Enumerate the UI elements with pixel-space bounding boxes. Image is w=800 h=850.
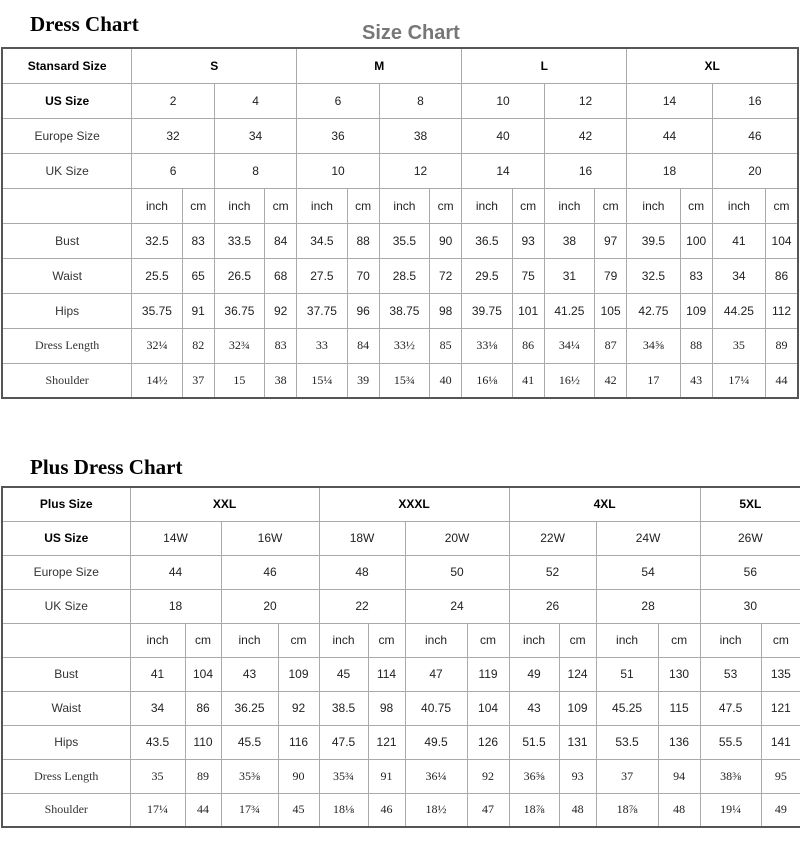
measurement-label: Waist bbox=[2, 691, 130, 725]
measurement-value: 15¼ bbox=[297, 363, 347, 398]
measurement-value: 41 bbox=[512, 363, 544, 398]
us-size-cell: 24W bbox=[596, 521, 700, 555]
unit-cell: inch bbox=[712, 188, 765, 223]
us-size-cell: 26W bbox=[700, 521, 800, 555]
measurement-value: 98 bbox=[368, 691, 405, 725]
measurement-label: Hips bbox=[2, 293, 132, 328]
measurement-value: 53 bbox=[700, 657, 761, 691]
measurement-value: 37 bbox=[182, 363, 214, 398]
unit-cell: cm bbox=[761, 623, 800, 657]
measurement-value: 35 bbox=[712, 328, 765, 363]
measurement-value: 18⅞ bbox=[596, 793, 658, 827]
measurement-label: Dress Length bbox=[2, 328, 132, 363]
uk-size-cell: 20 bbox=[712, 153, 798, 188]
unit-cell: inch bbox=[214, 188, 264, 223]
measurement-row bbox=[2, 691, 800, 725]
us-size-cell: 6 bbox=[297, 83, 379, 118]
measurement-value: 34.5 bbox=[297, 223, 347, 258]
us-size-cell: 16 bbox=[712, 83, 798, 118]
measurement-value: 42.75 bbox=[627, 293, 680, 328]
measurement-value: 112 bbox=[766, 293, 798, 328]
measurement-value: 48 bbox=[658, 793, 700, 827]
us-size-cell: 18W bbox=[319, 521, 405, 555]
measurement-value: 130 bbox=[658, 657, 700, 691]
europe-size-label: Europe Size bbox=[2, 118, 132, 153]
unit-cell: inch bbox=[130, 623, 185, 657]
measurement-value: 65 bbox=[182, 258, 214, 293]
measurement-value: 85 bbox=[430, 328, 462, 363]
europe-size-cell: 44 bbox=[130, 555, 221, 589]
size-header-cell: L bbox=[462, 48, 627, 83]
measurement-value: 93 bbox=[512, 223, 544, 258]
measurement-value: 83 bbox=[265, 328, 297, 363]
europe-size-cell: 44 bbox=[627, 118, 713, 153]
measurement-value: 119 bbox=[467, 657, 509, 691]
measurement-value: 44 bbox=[185, 793, 221, 827]
measurement-value: 36.25 bbox=[221, 691, 278, 725]
size-header-cell: XL bbox=[627, 48, 798, 83]
europe-size-cell: 36 bbox=[297, 118, 379, 153]
uk-size-cell: 30 bbox=[700, 589, 800, 623]
measurement-value: 35⅜ bbox=[221, 759, 278, 793]
us-size-cell: 8 bbox=[379, 83, 461, 118]
measurement-value: 90 bbox=[278, 759, 319, 793]
measurement-value: 92 bbox=[278, 691, 319, 725]
measurement-value: 104 bbox=[467, 691, 509, 725]
measurement-value: 38⅜ bbox=[700, 759, 761, 793]
measurement-value: 104 bbox=[766, 223, 798, 258]
measurement-value: 38 bbox=[265, 363, 297, 398]
unit-row bbox=[2, 623, 800, 657]
measurement-label: Dress Length bbox=[2, 759, 130, 793]
measurement-value: 47.5 bbox=[319, 725, 368, 759]
unit-cell: cm bbox=[347, 188, 379, 223]
europe-size-row bbox=[2, 555, 800, 589]
measurement-value: 124 bbox=[559, 657, 596, 691]
measurement-value: 88 bbox=[680, 328, 712, 363]
unit-cell: cm bbox=[680, 188, 712, 223]
measurement-value: 90 bbox=[430, 223, 462, 258]
measurement-value: 16½ bbox=[544, 363, 594, 398]
unit-row bbox=[2, 188, 798, 223]
uk-size-cell: 20 bbox=[221, 589, 319, 623]
unit-cell: cm bbox=[559, 623, 596, 657]
plus-size-table bbox=[1, 486, 800, 828]
measurement-value: 83 bbox=[680, 258, 712, 293]
measurement-value: 68 bbox=[265, 258, 297, 293]
size-header-cell: S bbox=[132, 48, 297, 83]
measurement-value: 100 bbox=[680, 223, 712, 258]
measurement-value: 25.5 bbox=[132, 258, 182, 293]
measurement-value: 109 bbox=[559, 691, 596, 725]
unit-cell: inch bbox=[544, 188, 594, 223]
measurement-value: 136 bbox=[658, 725, 700, 759]
size-header-cell: XXL bbox=[130, 487, 319, 521]
uk-size-cell: 22 bbox=[319, 589, 405, 623]
unit-cell: inch bbox=[462, 188, 512, 223]
measurement-value: 40 bbox=[430, 363, 462, 398]
unit-cell: inch bbox=[700, 623, 761, 657]
uk-size-cell: 18 bbox=[627, 153, 713, 188]
us-size-row bbox=[2, 83, 798, 118]
measurement-value: 44.25 bbox=[712, 293, 765, 328]
europe-size-cell: 32 bbox=[132, 118, 214, 153]
plus-dress-chart-title: Plus Dress Chart bbox=[30, 455, 183, 479]
measurement-value: 45 bbox=[278, 793, 319, 827]
measurement-value: 55.5 bbox=[700, 725, 761, 759]
measurement-value: 19¼ bbox=[700, 793, 761, 827]
measurement-value: 87 bbox=[595, 328, 627, 363]
measurement-value: 32.5 bbox=[132, 223, 182, 258]
measurement-value: 33 bbox=[297, 328, 347, 363]
uk-size-cell: 16 bbox=[544, 153, 627, 188]
size-header-row bbox=[2, 487, 800, 521]
measurement-value: 53.5 bbox=[596, 725, 658, 759]
us-size-cell: 20W bbox=[405, 521, 509, 555]
measurement-value: 32¾ bbox=[214, 328, 264, 363]
measurement-value: 96 bbox=[347, 293, 379, 328]
measurement-value: 45.5 bbox=[221, 725, 278, 759]
unit-cell: inch bbox=[221, 623, 278, 657]
measurement-value: 38.75 bbox=[379, 293, 429, 328]
unit-cell: inch bbox=[405, 623, 467, 657]
measurement-row bbox=[2, 725, 800, 759]
size-header-cell: M bbox=[297, 48, 462, 83]
measurement-value: 18⅛ bbox=[319, 793, 368, 827]
unit-cell: cm bbox=[185, 623, 221, 657]
measurement-value: 42 bbox=[595, 363, 627, 398]
unit-cell: cm bbox=[766, 188, 798, 223]
measurement-label: Hips bbox=[2, 725, 130, 759]
measurement-value: 37.75 bbox=[297, 293, 347, 328]
measurement-value: 35.5 bbox=[379, 223, 429, 258]
us-size-cell: 16W bbox=[221, 521, 319, 555]
measurement-value: 38.5 bbox=[319, 691, 368, 725]
measurement-value: 34¼ bbox=[544, 328, 594, 363]
uk-size-cell: 6 bbox=[132, 153, 214, 188]
measurement-value: 93 bbox=[559, 759, 596, 793]
unit-cell: inch bbox=[596, 623, 658, 657]
us-size-cell: 14 bbox=[627, 83, 713, 118]
us-size-cell: 22W bbox=[509, 521, 596, 555]
measurement-value: 33⅛ bbox=[462, 328, 512, 363]
measurement-value: 46 bbox=[368, 793, 405, 827]
measurement-value: 40.75 bbox=[405, 691, 467, 725]
measurement-value: 41 bbox=[130, 657, 185, 691]
measurement-value: 41.25 bbox=[544, 293, 594, 328]
size-label: Plus Size bbox=[2, 487, 130, 521]
uk-size-label: UK Size bbox=[2, 153, 132, 188]
measurement-value: 75 bbox=[512, 258, 544, 293]
measurement-value: 43.5 bbox=[130, 725, 185, 759]
unit-cell: inch bbox=[297, 188, 347, 223]
measurement-value: 17¾ bbox=[221, 793, 278, 827]
measurement-value: 49 bbox=[509, 657, 559, 691]
measurement-value: 94 bbox=[658, 759, 700, 793]
unit-row-blank bbox=[2, 188, 132, 223]
measurement-label: Bust bbox=[2, 223, 132, 258]
measurement-value: 105 bbox=[595, 293, 627, 328]
unit-cell: cm bbox=[182, 188, 214, 223]
measurement-value: 35 bbox=[130, 759, 185, 793]
measurement-value: 31 bbox=[544, 258, 594, 293]
unit-cell: inch bbox=[509, 623, 559, 657]
measurement-value: 26.5 bbox=[214, 258, 264, 293]
measurement-value: 110 bbox=[185, 725, 221, 759]
measurement-value: 126 bbox=[467, 725, 509, 759]
measurement-value: 89 bbox=[766, 328, 798, 363]
measurement-value: 121 bbox=[368, 725, 405, 759]
uk-size-cell: 24 bbox=[405, 589, 509, 623]
measurement-value: 48 bbox=[559, 793, 596, 827]
europe-size-cell: 38 bbox=[379, 118, 461, 153]
measurement-value: 39 bbox=[347, 363, 379, 398]
measurement-value: 86 bbox=[766, 258, 798, 293]
measurement-label: Waist bbox=[2, 258, 132, 293]
measurement-value: 18⅞ bbox=[509, 793, 559, 827]
uk-size-cell: 18 bbox=[130, 589, 221, 623]
uk-size-cell: 12 bbox=[379, 153, 461, 188]
measurement-value: 91 bbox=[182, 293, 214, 328]
measurement-value: 84 bbox=[265, 223, 297, 258]
size-header-cell: XXXL bbox=[319, 487, 509, 521]
unit-cell: cm bbox=[467, 623, 509, 657]
measurement-value: 43 bbox=[509, 691, 559, 725]
europe-size-cell: 40 bbox=[462, 118, 544, 153]
dress-chart-title: Dress Chart bbox=[30, 12, 139, 36]
measurement-row bbox=[2, 363, 798, 398]
unit-cell: inch bbox=[379, 188, 429, 223]
measurement-value: 114 bbox=[368, 657, 405, 691]
uk-size-row bbox=[2, 153, 798, 188]
us-size-row bbox=[2, 521, 800, 555]
measurement-value: 86 bbox=[185, 691, 221, 725]
uk-size-label: UK Size bbox=[2, 589, 130, 623]
measurement-value: 36.75 bbox=[214, 293, 264, 328]
measurement-value: 104 bbox=[185, 657, 221, 691]
measurement-value: 83 bbox=[182, 223, 214, 258]
measurement-row bbox=[2, 657, 800, 691]
measurement-value: 39.75 bbox=[462, 293, 512, 328]
unit-cell: cm bbox=[265, 188, 297, 223]
measurement-value: 29.5 bbox=[462, 258, 512, 293]
measurement-value: 91 bbox=[368, 759, 405, 793]
unit-cell: inch bbox=[627, 188, 680, 223]
europe-size-cell: 56 bbox=[700, 555, 800, 589]
measurement-value: 41 bbox=[712, 223, 765, 258]
unit-cell: inch bbox=[319, 623, 368, 657]
measurement-value: 39.5 bbox=[627, 223, 680, 258]
uk-size-cell: 10 bbox=[297, 153, 379, 188]
europe-size-cell: 42 bbox=[544, 118, 627, 153]
us-size-cell: 2 bbox=[132, 83, 214, 118]
measurement-value: 86 bbox=[512, 328, 544, 363]
measurement-row bbox=[2, 258, 798, 293]
measurement-value: 82 bbox=[182, 328, 214, 363]
measurement-value: 14½ bbox=[132, 363, 182, 398]
measurement-value: 45.25 bbox=[596, 691, 658, 725]
measurement-value: 121 bbox=[761, 691, 800, 725]
us-size-label: US Size bbox=[2, 521, 130, 555]
size-header-cell: 4XL bbox=[509, 487, 700, 521]
measurement-value: 98 bbox=[430, 293, 462, 328]
unit-cell: cm bbox=[368, 623, 405, 657]
measurement-value: 36.5 bbox=[462, 223, 512, 258]
europe-size-row bbox=[2, 118, 798, 153]
measurement-label: Shoulder bbox=[2, 793, 130, 827]
measurement-value: 135 bbox=[761, 657, 800, 691]
measurement-value: 45 bbox=[319, 657, 368, 691]
measurement-label: Shoulder bbox=[2, 363, 132, 398]
measurement-value: 17¼ bbox=[712, 363, 765, 398]
measurement-value: 34 bbox=[130, 691, 185, 725]
europe-size-cell: 48 bbox=[319, 555, 405, 589]
measurement-value: 72 bbox=[430, 258, 462, 293]
measurement-value: 35.75 bbox=[132, 293, 182, 328]
measurement-value: 34 bbox=[712, 258, 765, 293]
measurement-value: 92 bbox=[467, 759, 509, 793]
measurement-value: 101 bbox=[512, 293, 544, 328]
measurement-value: 109 bbox=[278, 657, 319, 691]
measurement-value: 28.5 bbox=[379, 258, 429, 293]
measurement-value: 15 bbox=[214, 363, 264, 398]
measurement-value: 15¾ bbox=[379, 363, 429, 398]
europe-size-label: Europe Size bbox=[2, 555, 130, 589]
measurement-value: 38 bbox=[544, 223, 594, 258]
measurement-value: 115 bbox=[658, 691, 700, 725]
uk-size-cell: 14 bbox=[462, 153, 544, 188]
measurement-row bbox=[2, 328, 798, 363]
unit-cell: cm bbox=[595, 188, 627, 223]
unit-cell: cm bbox=[278, 623, 319, 657]
measurement-value: 88 bbox=[347, 223, 379, 258]
size-chart-subtitle: Size Chart bbox=[362, 22, 460, 44]
measurement-value: 47 bbox=[405, 657, 467, 691]
measurement-value: 18½ bbox=[405, 793, 467, 827]
unit-cell: cm bbox=[658, 623, 700, 657]
measurement-value: 109 bbox=[680, 293, 712, 328]
measurement-value: 34⅝ bbox=[627, 328, 680, 363]
uk-size-cell: 8 bbox=[214, 153, 297, 188]
uk-size-row bbox=[2, 589, 800, 623]
measurement-value: 17¼ bbox=[130, 793, 185, 827]
us-size-cell: 10 bbox=[462, 83, 544, 118]
unit-cell: inch bbox=[132, 188, 182, 223]
measurement-value: 36⅝ bbox=[509, 759, 559, 793]
us-size-cell: 4 bbox=[214, 83, 297, 118]
europe-size-cell: 46 bbox=[221, 555, 319, 589]
measurement-row bbox=[2, 793, 800, 827]
uk-size-cell: 26 bbox=[509, 589, 596, 623]
europe-size-cell: 52 bbox=[509, 555, 596, 589]
size-header-cell: 5XL bbox=[700, 487, 800, 521]
measurement-value: 17 bbox=[627, 363, 680, 398]
measurement-value: 47 bbox=[467, 793, 509, 827]
measurement-value: 33½ bbox=[379, 328, 429, 363]
europe-size-cell: 50 bbox=[405, 555, 509, 589]
unit-cell: cm bbox=[430, 188, 462, 223]
measurement-value: 97 bbox=[595, 223, 627, 258]
measurement-value: 79 bbox=[595, 258, 627, 293]
measurement-value: 37 bbox=[596, 759, 658, 793]
measurement-value: 47.5 bbox=[700, 691, 761, 725]
measurement-value: 89 bbox=[185, 759, 221, 793]
us-size-cell: 14W bbox=[130, 521, 221, 555]
measurement-value: 36¼ bbox=[405, 759, 467, 793]
measurement-value: 51.5 bbox=[509, 725, 559, 759]
measurement-value: 44 bbox=[766, 363, 798, 398]
measurement-value: 49 bbox=[761, 793, 800, 827]
dress-size-table bbox=[1, 47, 799, 399]
measurement-value: 92 bbox=[265, 293, 297, 328]
size-header-row bbox=[2, 48, 798, 83]
measurement-value: 33.5 bbox=[214, 223, 264, 258]
europe-size-cell: 46 bbox=[712, 118, 798, 153]
size-label: Stansard Size bbox=[2, 48, 132, 83]
us-size-cell: 12 bbox=[544, 83, 627, 118]
measurement-value: 32.5 bbox=[627, 258, 680, 293]
measurement-value: 32¼ bbox=[132, 328, 182, 363]
measurement-value: 49.5 bbox=[405, 725, 467, 759]
measurement-value: 35¾ bbox=[319, 759, 368, 793]
measurement-value: 43 bbox=[680, 363, 712, 398]
measurement-value: 27.5 bbox=[297, 258, 347, 293]
uk-size-cell: 28 bbox=[596, 589, 700, 623]
unit-row-blank bbox=[2, 623, 130, 657]
measurement-label: Bust bbox=[2, 657, 130, 691]
measurement-value: 43 bbox=[221, 657, 278, 691]
europe-size-cell: 54 bbox=[596, 555, 700, 589]
measurement-row bbox=[2, 293, 798, 328]
measurement-value: 70 bbox=[347, 258, 379, 293]
measurement-value: 51 bbox=[596, 657, 658, 691]
measurement-value: 95 bbox=[761, 759, 800, 793]
us-size-label: US Size bbox=[2, 83, 132, 118]
measurement-value: 84 bbox=[347, 328, 379, 363]
measurement-value: 16⅛ bbox=[462, 363, 512, 398]
measurement-value: 116 bbox=[278, 725, 319, 759]
measurement-row bbox=[2, 223, 798, 258]
measurement-value: 131 bbox=[559, 725, 596, 759]
measurement-value: 141 bbox=[761, 725, 800, 759]
measurement-row bbox=[2, 759, 800, 793]
unit-cell: cm bbox=[512, 188, 544, 223]
europe-size-cell: 34 bbox=[214, 118, 297, 153]
